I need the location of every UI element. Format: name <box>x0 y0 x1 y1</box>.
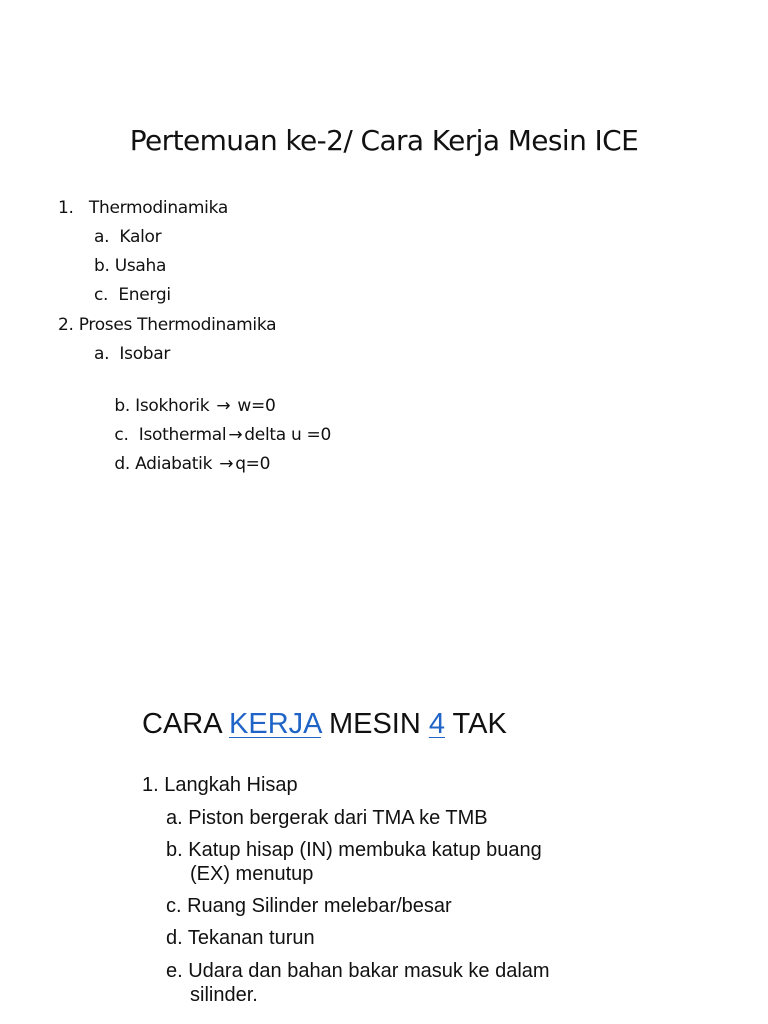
kerja-link[interactable]: KERJA <box>229 708 321 740</box>
list-item-kalor: a. Kalor <box>94 227 162 247</box>
list-item-thermodinamika: 1. Thermodinamika <box>58 198 228 218</box>
list-item-katup-cont: (EX) menutup <box>190 863 314 885</box>
list-item-udara: e. Udara dan bahan bakar masuk ke dalam <box>166 960 550 982</box>
list-item-proses: 2. Proses Thermodinamika <box>58 315 277 335</box>
slide-1-title: Pertemuan ke-2/ Cara Kerja Mesin ICE <box>129 124 639 157</box>
list-item-udara-cont: silinder. <box>190 984 258 1006</box>
arrow-right-icon: → <box>228 425 243 445</box>
list-item-usaha: b. Usaha <box>94 256 167 276</box>
list-item-tekanan: d. Tekanan turun <box>166 927 315 949</box>
title-part-tak: TAK <box>445 708 507 740</box>
list-item-piston: a. Piston bergerak dari TMA ke TMB <box>166 807 488 829</box>
adiabatik-value: q=0 <box>235 454 271 474</box>
title-part-cara: CARA <box>142 708 230 740</box>
slide-2-title <box>142 708 507 741</box>
four-link[interactable]: 4 <box>428 708 446 740</box>
list-item-katup: b. Katup hisap (IN) membuka katup buang <box>166 839 542 861</box>
title-part-mesin: MESIN <box>320 708 429 740</box>
arrow-right-icon: → <box>219 454 234 474</box>
slide-2 <box>0 512 768 1024</box>
isokhorik-label: b. Isokhorik <box>114 396 215 416</box>
list-item-adiabatik <box>94 431 270 497</box>
list-item-ruang: c. Ruang Silinder melebar/besar <box>166 895 452 917</box>
isokhorik-value: w=0 <box>232 396 276 416</box>
list-item-isobar: a. Isobar <box>94 344 171 364</box>
list-item-energi: c. Energi <box>94 285 171 305</box>
isothermal-value: delta u =0 <box>244 425 331 445</box>
adiabatik-label: d. Adiabatik <box>114 454 218 474</box>
isothermal-label: c. Isothermal <box>114 425 227 445</box>
arrow-right-icon: → <box>216 396 231 416</box>
list-item-langkah-hisap: 1. Langkah Hisap <box>142 774 298 796</box>
